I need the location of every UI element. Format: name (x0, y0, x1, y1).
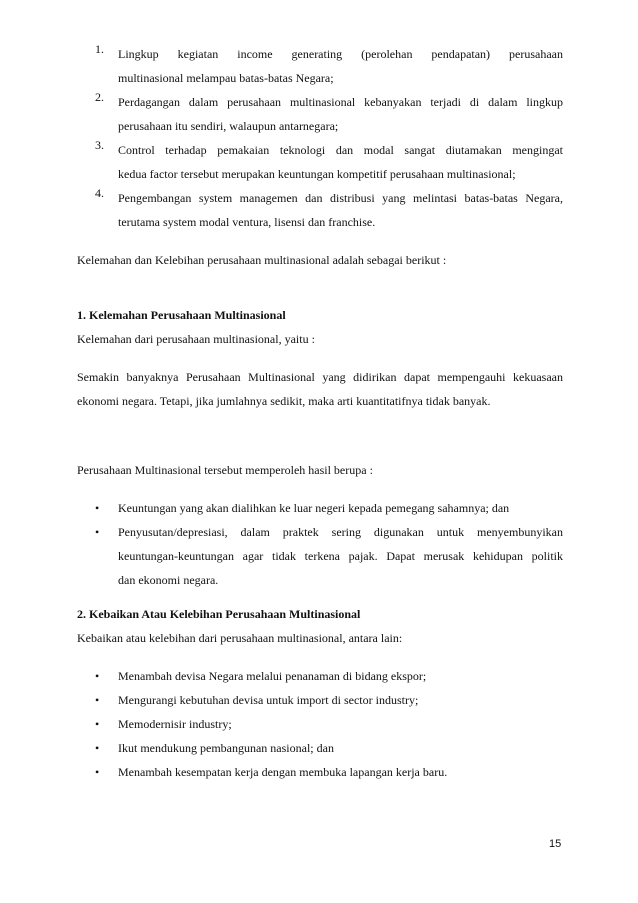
section2-heading: 2. Kebaikan Atau Kelebihan Perusahaan Multinasional (77, 607, 361, 621)
list-item-line: Ikut mendukung pembangunan nasional; dan (118, 741, 334, 755)
list-item (77, 712, 563, 736)
paragraph-line: ekonomi negara. Tetapi, jika jumlahnya sedikit, maka arti kuantitatifnya tidak banyak. (77, 394, 491, 408)
list-item-line: Menambah kesempatan kerja dengan membuka lapangan kerja baru. (118, 765, 448, 779)
list-item (77, 688, 563, 712)
list-item (77, 736, 563, 760)
list-item (77, 42, 563, 90)
bullet-icon: • (95, 525, 100, 539)
list-item-line: Penyusutan/depresiasi, dalam praktek sering digunakan untuk menyembunyikan (118, 525, 563, 539)
list-item-line: Mengurangi kebutuhan devisa untuk import di sector industry; (118, 693, 419, 707)
list-item-line: Perdagangan dalam perusahaan multinasional kebanyakan terjadi di dalam lingkup (118, 95, 563, 109)
bullet-icon: • (95, 693, 100, 707)
section1-heading: 1. Kelemahan Perusahaan Multinasional (77, 308, 286, 322)
list-number: 3. (95, 138, 104, 152)
list-item-line: perusahaan itu sendiri, walaupun antarnegara; (118, 119, 339, 133)
bullet-icon: • (95, 501, 100, 515)
list-item (77, 520, 563, 592)
list-number: 4. (95, 186, 104, 200)
bullet-icon: • (95, 717, 100, 731)
section1-paragraph (77, 365, 563, 413)
bullet-icon: • (95, 741, 100, 755)
list-item (77, 760, 563, 784)
list-item-line: Menambah devisa Negara melalui penanaman di bidang ekspor; (118, 669, 427, 683)
section1-subtitle: Kelemahan dari perusahaan multinasional, yaitu : (77, 332, 315, 346)
paragraph-line: Semakin banyaknya Perusahaan Multinasional yang didirikan dapat mempengauhi kekuasaan (77, 370, 563, 384)
list-item-line: keuntungan-keuntungan agar tidak terkena pajak. Dapat merusak kehidupan politik (118, 549, 563, 563)
list-item-line: kedua factor tersebut merupakan keuntungan kompetitif perusahaan multinasional; (118, 167, 516, 181)
document-body (77, 42, 563, 784)
list-item (77, 496, 563, 520)
list-item-line: Memodernisir industry; (118, 717, 232, 731)
list-item (77, 138, 563, 186)
section2-bullet-list (77, 664, 563, 784)
list-item-line: terutama system modal ventura, lisensi dan franchise. (118, 215, 376, 229)
list-item (77, 90, 563, 138)
section2-subtitle: Kebaikan atau kelebihan dari perusahaan multinasional, antara lain: (77, 631, 403, 645)
bullet-icon: • (95, 765, 100, 779)
section1-bullet-list (77, 496, 563, 592)
list-item (77, 664, 563, 688)
intro-text: Kelemahan dan Kelebihan perusahaan multinasional adalah sebagai berikut : (77, 253, 447, 267)
list-item-line: dan ekonomi negara. (118, 573, 219, 587)
list-item-line: Keuntungan yang akan dialihkan ke luar negeri kepada pemegang sahamnya; dan (118, 501, 510, 515)
list-number: 1. (95, 42, 104, 56)
list-item (77, 186, 563, 234)
section1-lead: Perusahaan Multinasional tersebut memperoleh hasil berupa : (77, 463, 373, 477)
numbered-list (77, 42, 563, 234)
list-item-line: Lingkup kegiatan income generating (perolehan pendapatan) perusahaan (118, 47, 563, 61)
list-item-line: Control terhadap pemakaian teknologi dan modal sangat diutamakan mengingat (118, 143, 563, 157)
bullet-icon: • (95, 669, 100, 683)
list-item-line: Pengembangan system managemen dan distribusi yang melintasi batas-batas Negara, (118, 191, 563, 205)
list-item-line: multinasional melampau batas-batas Negara; (118, 71, 334, 85)
list-number: 2. (95, 90, 104, 104)
page-number: 15 (549, 838, 562, 850)
